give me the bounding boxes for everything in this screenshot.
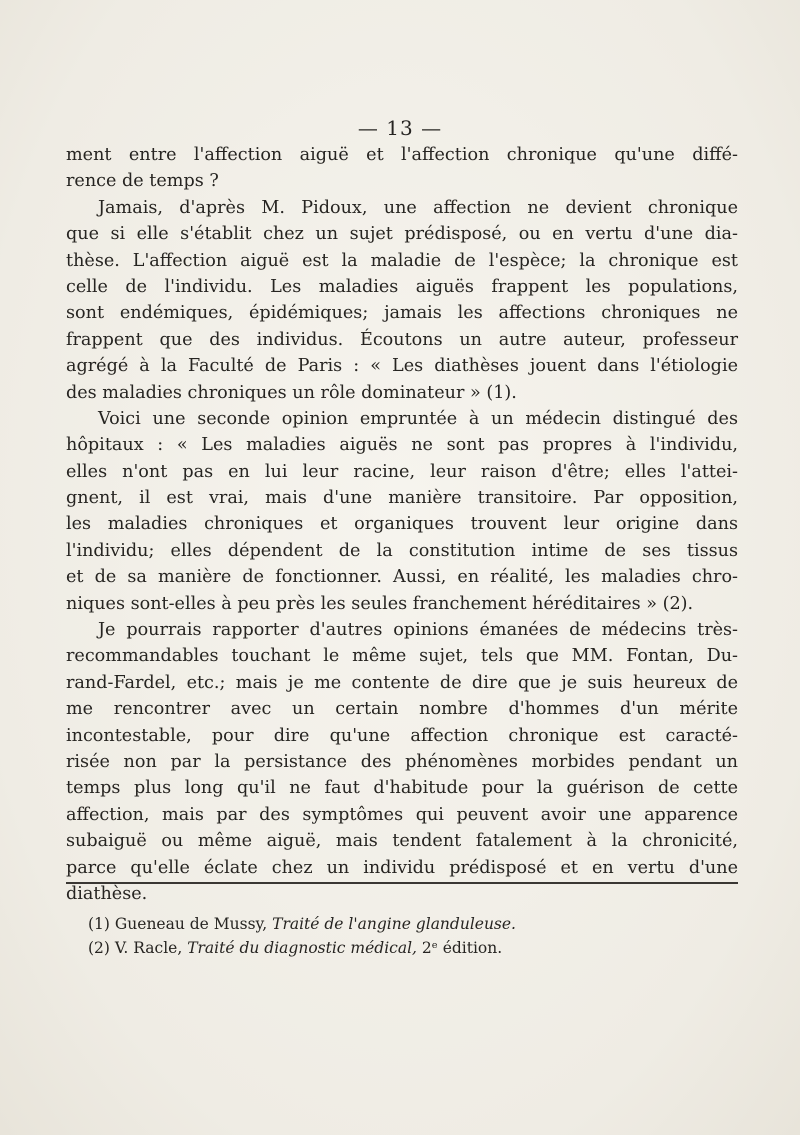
body-text [66,142,738,907]
text-line: hôpitaux : « Les maladies aiguës ne sont pas propres à l'individu, [66,435,738,456]
footnote-separator [66,882,738,884]
text-line: thèse. L'affection aiguë est la maladie de l'espèce; la chronique est [66,250,738,271]
paragraph [66,142,738,195]
footnote-rest: 2ᵉ édition. [421,939,503,957]
text-line: rand-Fardel, etc.; mais je me contente de dire que je suis heureux de [66,672,738,693]
text-line: elles n'ont pas en lui leur racine, leur raison d'être; elles l'attei- [66,461,738,482]
footnote-marker: (1) [88,915,110,933]
text-line: sont endémiques, épidémiques; jamais les affections chroniques ne [66,303,738,324]
text-line: Je pourrais rapporter d'autres opinions émanées de médecins très- [98,620,738,641]
text-line: ment entre l'affection aiguë et l'affection chronique qu'une diffé- [66,145,738,165]
text-line: les maladies chroniques et organiques trouvent leur origine dans [66,514,738,535]
text-line: et de sa manière de fonctionner. Aussi, en réalité, les maladies chro- [66,567,738,588]
footnote [88,912,728,936]
text-line: me rencontrer avec un certain nombre d'hommes d'un mérite [66,699,738,720]
footnote-title: Traité du diagnostic médical, [187,939,417,957]
text-line: diathèse. [66,883,148,904]
paragraph [66,617,738,907]
text-line: agrégé à la Faculté de Paris : « Les diathèses jouent dans l'étiologie [66,356,738,377]
text-line: subaiguë ou même aiguë, mais tendent fatalement à la chronicité, [66,831,738,852]
text-line: que si elle s'établit chez un sujet prédisposé, ou en vertu d'une dia- [66,224,738,245]
text-line: des maladies chroniques un rôle dominateur » (1). [66,382,517,403]
footnotes [88,912,728,960]
text-line: risée non par la persistance des phénomènes morbides pendant un [66,751,738,772]
text-line: frappent que des individus. Écoutons un autre auteur, professeur [66,329,738,350]
text-line: Voici une seconde opinion empruntée à un médecin distingué des [98,408,738,429]
footnote-author: V. Racle, [114,939,183,957]
paragraph [66,406,738,617]
text-line: celle de l'individu. Les maladies aiguës frappent les populations, [66,276,738,297]
text-line: affection, mais par des symptômes qui peuvent avoir une apparence [66,804,738,825]
text-line: niques sont-elles à peu près les seules franchement héréditaires » (2). [66,593,694,614]
text-line: temps plus long qu'il ne faut d'habitude pour la guérison de cette [66,778,738,799]
text-line: recommandables touchant le même sujet, tels que MM. Fontan, Du- [66,646,738,667]
footnote-marker: (2) [88,939,110,957]
text-line: incontestable, pour dire qu'une affection chronique est caracté- [66,725,738,746]
footnote-author: Gueneau de Mussy, [114,915,268,933]
page-number: — 13 — [357,116,443,140]
text-line: rence de temps ? [66,171,219,192]
text-line: parce qu'elle éclate chez un individu prédisposé et en vertu d'une [66,857,738,878]
footnote [88,936,728,960]
text-line: Jamais, d'après M. Pidoux, une affection ne devient chronique [98,197,738,218]
text-line: gnent, il est vrai, mais d'une manière transitoire. Par opposition, [66,488,738,509]
text-line: l'individu; elles dépendent de la constitution intime de ses tissus [66,540,738,561]
footnote-title: Traité de l'angine glanduleuse. [272,915,516,933]
paragraph [66,195,738,406]
